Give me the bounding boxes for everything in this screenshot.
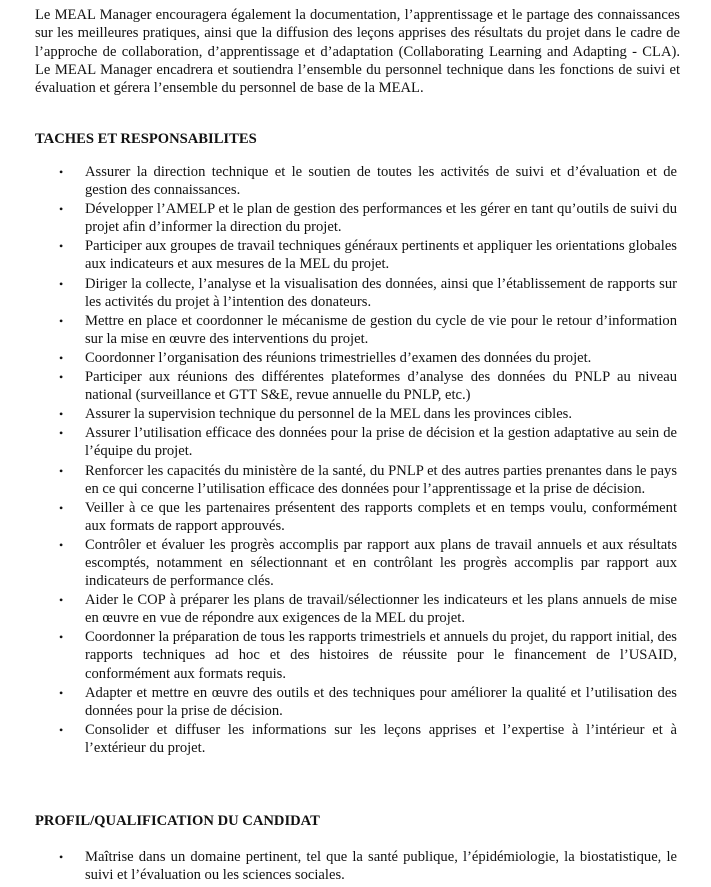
bullet-icon: •: [59, 500, 64, 515]
qualifications-list: [0, 848, 711, 885]
section-heading-profile: PROFIL/QUALIFICATION DU CANDIDAT: [35, 813, 320, 829]
list-item: • Assurer la direction technique et le soutien de toutes les activités de suivi et d’évaluation et de gestion des connaissances.: [59, 164, 677, 199]
section-heading-responsibilities: TACHES ET RESPONSABILITES: [35, 131, 257, 147]
bullet-icon: •: [59, 426, 64, 441]
bullet-icon: •: [59, 313, 64, 328]
list-item: • Assurer la supervision technique du personnel de la MEL dans les provinces cibles.: [59, 406, 573, 423]
list-item: • Veiller à ce que les partenaires présentent des rapports complets et en temps voulu, conformément aux formats de rapport approuvés.: [59, 499, 677, 534]
bullet-icon: •: [59, 350, 64, 365]
list-item: • Contrôler et évaluer les progrès accomplis par rapport aux plans de travail annuels et aux résultats escomptés, notamment en sélectionnant et en contrôlant les progrès accomplis par rapport aux indicateurs de performance clés.: [59, 536, 677, 590]
bullet-icon: •: [59, 593, 64, 608]
list-item: • Assurer l’utilisation efficace des données pour la prise de décision et la gestion adaptative au sein de l’équipe du projet.: [59, 425, 677, 460]
bullet-icon: •: [59, 239, 64, 254]
bullet-icon: •: [59, 463, 64, 478]
bullet-icon: •: [59, 685, 64, 700]
list-item: • Participer aux réunions des différentes plateformes d’analyse des données du PNLP au niveau national (surveillance et GTT S&E, revue annuelle du PNLP, etc.): [59, 369, 677, 404]
list-item: • Aider le COP à préparer les plans de travail/sélectionner les indicateurs et les plans annuels de mise en œuvre en vue de répondre aux exigences de la MEL du projet.: [59, 592, 677, 627]
list-item: • Maîtrise dans un domaine pertinent, tel que la santé publique, l’épidémiologie, la biostatistique, le suivi et l’évaluation ou les sciences sociales.: [59, 849, 677, 884]
list-item: • Adapter et mettre en œuvre des outils et des techniques pour améliorer la qualité et l’utilisation des données pour la prise de décision.: [59, 684, 677, 719]
list-item: • Coordonner la préparation de tous les rapports trimestriels et annuels du projet, du rapport initial, des rapports techniques ad hoc et des histoires de réussite pour le financement de l’USAID, conformément aux formats requis.: [59, 629, 677, 682]
bullet-icon: •: [59, 537, 64, 552]
list-item: • Coordonner l’organisation des réunions trimestrielles d’examen des données du projet.: [59, 349, 592, 366]
bullet-icon: •: [59, 202, 64, 217]
list-item: • Renforcer les capacités du ministère de la santé, du PNLP et des autres parties prenantes dans le pays en ce qui concerne l’utilisation efficace des données pour l’apprentissage et la prise de décision.: [59, 462, 677, 497]
responsibilities-list: [0, 163, 711, 758]
bullet-icon: •: [59, 850, 64, 864]
list-item: • Participer aux groupes de travail techniques généraux pertinents et appliquer les orientations globales aux indicateurs et aux mesures de la MEL du projet.: [59, 238, 677, 273]
list-item: • Diriger la collecte, l’analyse et la visualisation des données, ainsi que l’établissement de rapports sur les activités du projet à l’intention des donateurs.: [59, 275, 677, 310]
bullet-icon: •: [59, 165, 64, 179]
bullet-icon: •: [59, 722, 64, 737]
bullet-icon: •: [59, 276, 64, 291]
bullet-icon: •: [59, 407, 64, 422]
intro-paragraph: Le MEAL Manager encouragera également la documentation, l’apprentissage et le partage des connaissances sur les meilleures pratiques, ainsi que la diffusion des leçons apprises des résultats du projet dans le cadre de l’approche de collaboration, d’apprentissage et d’adaptation (Collaborating Learning and Adapting - CLA). Le MEAL Manager encadrera et soutiendra l’ensemble du personnel technique dans les fonctions de suivi et évaluation et gérera l’ensemble du personnel de base de la MEAL.: [35, 7, 680, 97]
bullet-icon: •: [59, 630, 64, 645]
list-item: • Mettre en place et coordonner le mécanisme de gestion du cycle de vie pour le retour d’information sur la mise en œuvre des interventions du projet.: [59, 312, 677, 347]
list-item: • Consolider et diffuser les informations sur les leçons apprises et l’expertise à l’intérieur et à l’extérieur du projet.: [59, 721, 677, 756]
bullet-icon: •: [59, 370, 64, 385]
list-item: • Développer l’AMELP et le plan de gestion des performances et les gérer en tant qu’outils de suivi du projet afin d’informer la direction du projet.: [59, 201, 677, 236]
